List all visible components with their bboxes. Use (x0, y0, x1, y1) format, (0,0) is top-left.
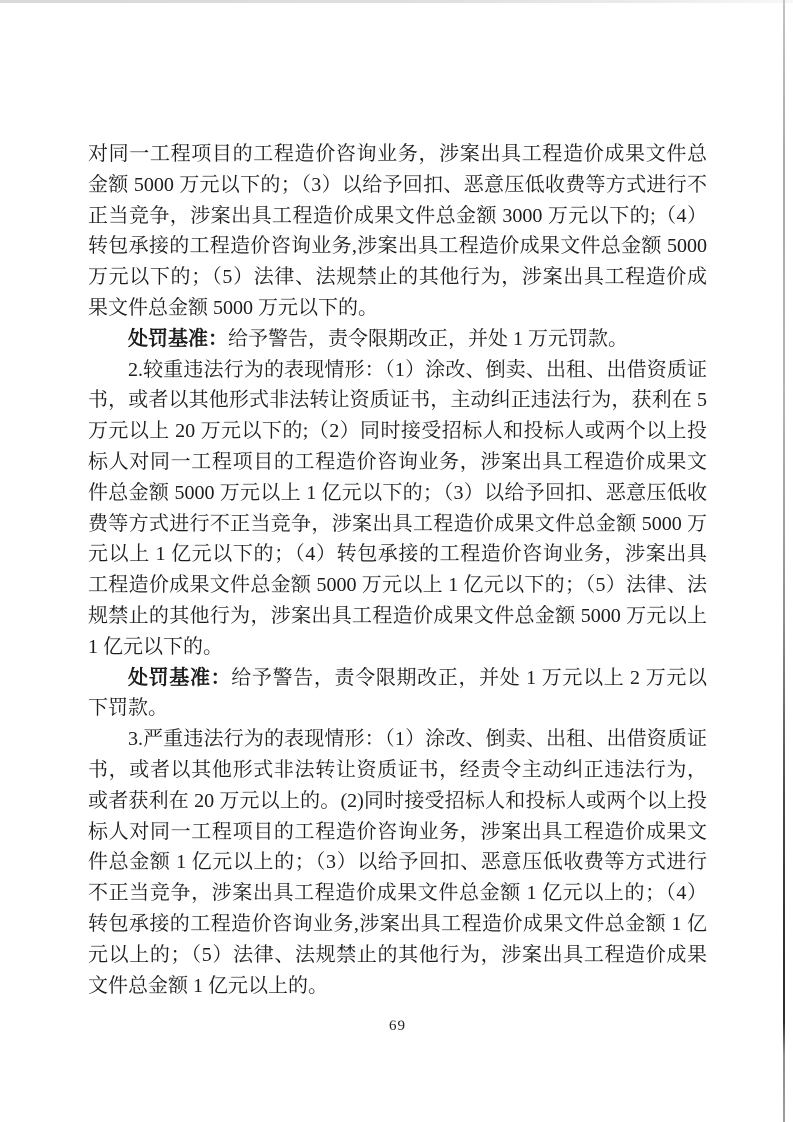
paragraph-text: 给予警告，责令限期改正，并处 1 万元以上 2 万元以下罚款。 (88, 666, 708, 720)
penalty-basis-label: 处罚基准： (128, 666, 232, 689)
scan-edge-artifact-right (783, 0, 785, 1122)
document-body (88, 139, 707, 1001)
paragraph-text: 2.较重违法行为的表现情形：（1）涂改、倒卖、出租、出借资质证书，或者以其他形式非法转让资质证书，主动纠正违法行为，获利在 5 万元以上 20 万元以下的;（2）同时接受招标人和投标人或两个以上投标人对同一工程项目的工程造价咨询业务，涉案出具工程造价成果文件总金额 5000 万元以上 1 亿元以下的；（3）以给予回扣、恶意压低收费等方式进行不正当竞争，涉案出具工程造价成果文件总金额 5000 万元以上 1 亿元以下的；（4）转包承接的工程造价咨询业务，涉案出具工程造价成果文件总金额 5000 万元以上 1 亿元以下的；（5）法律、法规禁止的其他行为，涉案出具工程造价成果文件总金额 5000 万元以上 1 亿元以下的。 (88, 358, 707, 658)
paragraph-text: 给予警告，责令限期改正，并处 1 万元罚款。 (228, 327, 628, 350)
penalty-basis-label: 处罚基准： (128, 327, 228, 350)
document-paragraphs (88, 139, 707, 1001)
paragraph (88, 355, 707, 663)
paragraph (88, 724, 707, 1001)
paragraph (88, 139, 707, 324)
page-number: 69 (389, 1018, 406, 1034)
scan-edge-artifact-top (0, 0, 793, 3)
paragraph-text: 对同一工程项目的工程造价咨询业务，涉案出具工程造价成果文件总金额 5000 万元以下的；（3）以给予回扣、恶意压低收费等方式进行不正当竞争，涉案出具工程造价成果文件总金额 3000 万元以下的;（4）转包承接的工程造价咨询业务,涉案出具工程造价成果文件总金额 5000 万元以下的；（5）法律、法规禁止的其他行为，涉案出具工程造价成果文件总金额 5000 万元以下的。 (88, 143, 707, 319)
paragraph (88, 663, 707, 725)
paragraph-text: 3.严重违法行为的表现情形：（1）涂改、倒卖、出租、出借资质证书，或者以其他形式非法转让资质证书，经责令主动纠正违法行为，或者获利在 20 万元以上的。(2)同时接受招标人和投标人或两个以上投标人对同一工程项目的工程造价咨询业务，涉案出具工程造价成果文件总金额 1 亿元以上的；（3）以给予回扣、恶意压低收费等方式进行不正当竞争，涉案出具工程造价成果文件总金额 1 亿元以上的；（4）转包承接的工程造价咨询业务,涉案出具工程造价成果文件总金额 1 亿元以上的；（5）法律、法规禁止的其他行为，涉案出具工程造价成果文件总金额 1 亿元以上的。 (88, 728, 707, 997)
paragraph (88, 324, 707, 355)
